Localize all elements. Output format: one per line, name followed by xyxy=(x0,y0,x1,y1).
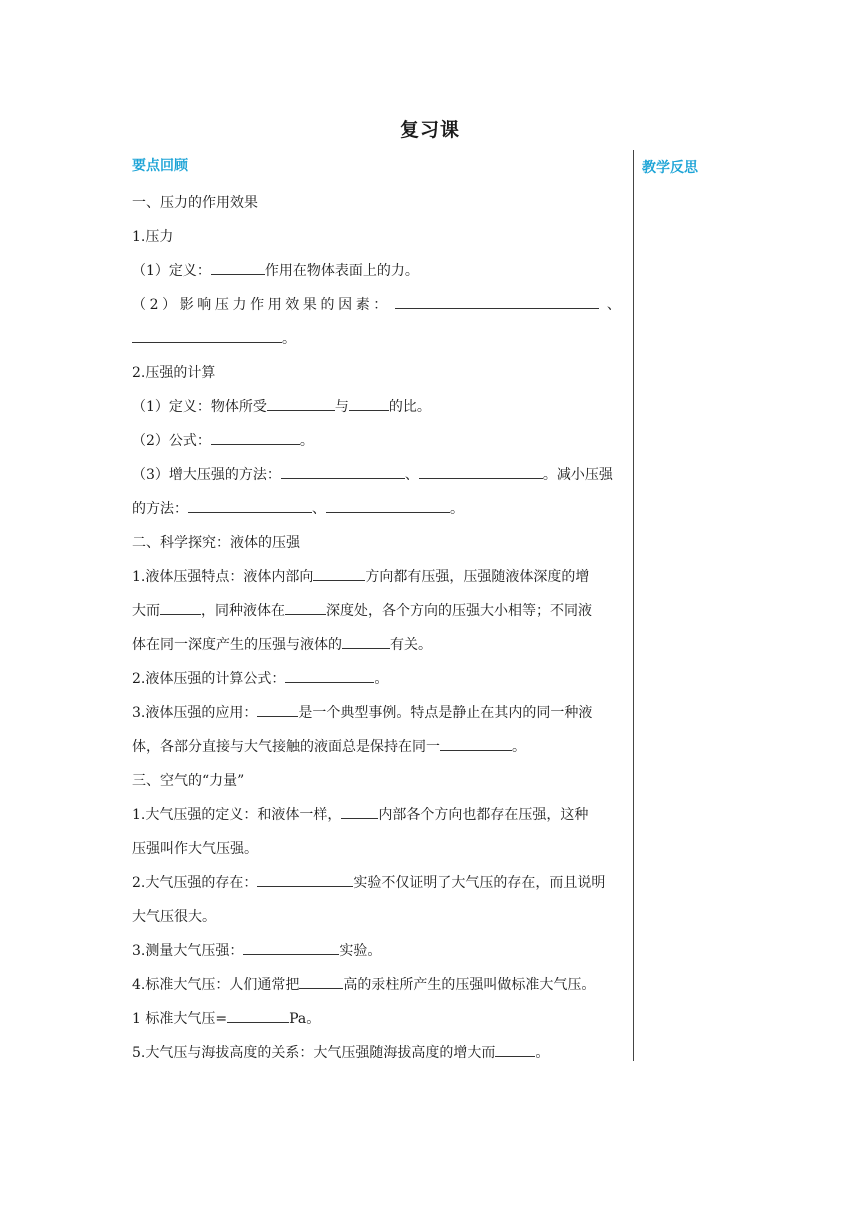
fill-blank[interactable] xyxy=(285,599,326,615)
fill-blank[interactable] xyxy=(326,497,450,513)
item-line: 2.大气压强的存在： 实验不仅证明了大气压的存在，而且说明 xyxy=(132,866,626,900)
item-line: 的方法： 、 。 xyxy=(132,492,626,526)
item-line: 1.液体压强特点：液体内部向 方向都有压强，压强随液体深度的增 xyxy=(132,560,626,594)
fill-blank[interactable] xyxy=(211,429,300,445)
review-content xyxy=(132,152,626,1070)
item-line: 3.液体压强的应用： 是一个典型事例。特点是静止在其内的同一种液 xyxy=(132,696,626,730)
fill-blank[interactable] xyxy=(132,327,282,343)
section-heading-1: 一、压力的作用效果 xyxy=(132,195,258,211)
subheading-pressure: 1.压力 xyxy=(132,229,174,245)
page-title: 复习课 xyxy=(399,119,460,141)
item-line: 大而 ，同种液体在 深度处，各个方向的压强大小相等；不同液 xyxy=(132,594,626,628)
fill-blank[interactable] xyxy=(395,293,599,309)
fill-blank[interactable] xyxy=(160,599,201,615)
item-line: 1 标准大气压= Pa。 xyxy=(132,1002,626,1036)
section-heading-2: 二、科学探究：液体的压强 xyxy=(132,535,300,551)
item-line: （2）影响压力作用效果的因素： 、 xyxy=(132,288,626,322)
fill-blank[interactable] xyxy=(419,463,543,479)
fill-blank[interactable] xyxy=(188,497,312,513)
fill-blank[interactable] xyxy=(267,395,335,411)
fill-blank[interactable] xyxy=(257,871,353,887)
item-line: 体在同一深度产生的压强与液体的 有关。 xyxy=(132,628,626,662)
item-line: 体，各部分直接与大气接触的液面总是保持在同一 。 xyxy=(132,730,626,764)
item-line: 大气压很大。 xyxy=(132,909,216,925)
column-divider xyxy=(633,150,634,1061)
fill-blank[interactable] xyxy=(342,633,390,649)
item-line: 。 xyxy=(132,322,626,356)
item-line: （3）增大压强的方法： 、 。减小压强 xyxy=(132,458,626,492)
fill-blank[interactable] xyxy=(313,565,365,581)
fill-blank[interactable] xyxy=(227,1007,289,1023)
item-line: 5.大气压与海拔高度的关系：大气压强随海拔高度的增大而 。 xyxy=(132,1036,626,1070)
item-line: 压强叫作大气压强。 xyxy=(132,841,258,857)
fill-blank[interactable] xyxy=(243,939,339,955)
item-line: （2）公式： 。 xyxy=(132,424,626,458)
item-line: 3.测量大气压强： 实验。 xyxy=(132,934,626,968)
fill-blank[interactable] xyxy=(281,463,405,479)
review-heading: 要点回顾 xyxy=(132,158,188,174)
fill-blank[interactable] xyxy=(285,667,374,683)
fill-blank[interactable] xyxy=(341,803,378,819)
fill-blank[interactable] xyxy=(495,1041,535,1057)
fill-blank[interactable] xyxy=(211,259,265,275)
fill-blank[interactable] xyxy=(299,973,343,989)
fill-blank[interactable] xyxy=(257,701,298,717)
item-line: （1）定义：物体所受 与 的比。 xyxy=(132,390,626,424)
fill-blank[interactable] xyxy=(440,735,512,751)
item-line: （1）定义： 作用在物体表面上的力。 xyxy=(132,254,626,288)
subheading-pressure-calc: 2.压强的计算 xyxy=(132,365,216,381)
item-line: 2.液体压强的计算公式： 。 xyxy=(132,662,626,696)
section-heading-3: 三、空气的“力量” xyxy=(132,773,245,789)
item-line: 1.大气压强的定义：和液体一样， 内部各个方向也都存在压强，这种 xyxy=(132,798,626,832)
reflection-heading: 教学反思 xyxy=(642,160,698,176)
item-line: 4.标准大气压：人们通常把 高的汞柱所产生的压强叫做标准大气压。 xyxy=(132,968,626,1002)
fill-blank[interactable] xyxy=(349,395,389,411)
